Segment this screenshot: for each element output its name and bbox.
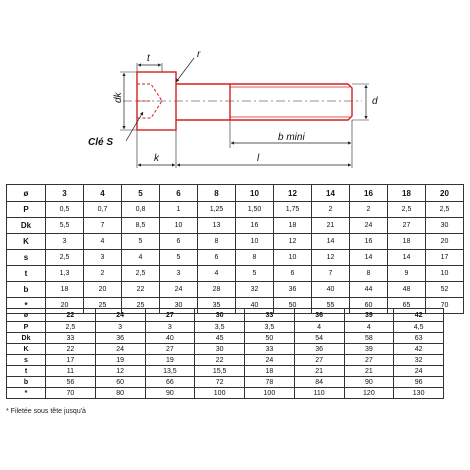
table1-body: [7, 185, 464, 314]
table-cell: 4,5: [394, 322, 444, 333]
table-cell: 55: [312, 298, 350, 314]
table-row: [7, 282, 464, 298]
diameter-header-cell: 14: [312, 185, 350, 202]
table-cell: 1,25: [198, 202, 236, 218]
table-cell: 33: [245, 344, 295, 355]
table-row: [7, 344, 444, 355]
diameter-header-cell: 30: [195, 309, 245, 322]
table-cell: 2,5: [122, 266, 160, 282]
diameter-header-cell: 36: [294, 309, 344, 322]
table-cell: 1,75: [274, 202, 312, 218]
label-key: Clé S: [88, 137, 114, 148]
table-cell: 2,5: [426, 202, 464, 218]
table-cell: 22: [46, 344, 96, 355]
row-label: *: [7, 298, 46, 314]
table-cell: 15,5: [195, 366, 245, 377]
table-cell: 3: [95, 322, 145, 333]
table-cell: 8,5: [122, 218, 160, 234]
diameter-header-cell: 18: [388, 185, 426, 202]
diameter-symbol: ø: [7, 309, 46, 322]
diameter-header-cell: 22: [46, 309, 96, 322]
row-label: Dk: [7, 218, 46, 234]
bolt-shank: [176, 84, 352, 120]
table-cell: 90: [145, 388, 195, 399]
table-cell: 12: [95, 366, 145, 377]
table-cell: 1,3: [46, 266, 84, 282]
table-cell: 130: [394, 388, 444, 399]
diameter-header-cell: 4: [84, 185, 122, 202]
table-cell: 2: [312, 202, 350, 218]
label-dk: dk: [113, 92, 124, 103]
table-cell: 18: [274, 218, 312, 234]
table-cell: 0,7: [84, 202, 122, 218]
table-cell: 1: [160, 202, 198, 218]
table-cell: 3,5: [195, 322, 245, 333]
table-cell: 2,5: [46, 250, 84, 266]
row-label: P: [7, 322, 46, 333]
row-label: P: [7, 202, 46, 218]
table-cell: 50: [245, 333, 295, 344]
table-cell: 12: [274, 234, 312, 250]
table-cell: 70: [426, 298, 464, 314]
table-cell: 0,8: [122, 202, 160, 218]
table-cell: 54: [294, 333, 344, 344]
table-row: [7, 388, 444, 399]
table-cell: 27: [145, 344, 195, 355]
table-cell: 4: [344, 322, 394, 333]
table-cell: 18: [388, 234, 426, 250]
table-cell: 60: [95, 377, 145, 388]
diameter-header-cell: 10: [236, 185, 274, 202]
table-cell: 11: [46, 366, 96, 377]
table-cell: 96: [394, 377, 444, 388]
table-cell: 2: [84, 266, 122, 282]
diameter-header-cell: 42: [394, 309, 444, 322]
table-cell: 30: [195, 344, 245, 355]
table-cell: 8: [198, 234, 236, 250]
table-cell: 100: [195, 388, 245, 399]
leader-r: [176, 58, 194, 82]
table-cell: 14: [388, 250, 426, 266]
row-label: K: [7, 344, 46, 355]
table-cell: 0,5: [46, 202, 84, 218]
table-row: [7, 218, 464, 234]
table-row: [7, 366, 444, 377]
table-cell: 10: [426, 266, 464, 282]
table-cell: 7: [84, 218, 122, 234]
table-cell: 44: [350, 282, 388, 298]
dimension-table-small: [6, 184, 464, 314]
row-label: K: [7, 234, 46, 250]
table-row: [7, 202, 464, 218]
leader-key: [126, 112, 143, 141]
table-cell: 3,5: [245, 322, 295, 333]
table-cell: 10: [160, 218, 198, 234]
table-cell: 7: [312, 266, 350, 282]
table-cell: 5,5: [46, 218, 84, 234]
table-cell: 32: [236, 282, 274, 298]
table-cell: 9: [388, 266, 426, 282]
row-label: Dk: [7, 333, 46, 344]
dimension-lines: [124, 58, 366, 165]
table-cell: 20: [46, 298, 84, 314]
table-cell: 27: [294, 355, 344, 366]
table-cell: 78: [245, 377, 295, 388]
diameter-header-cell: 6: [160, 185, 198, 202]
label-t: t: [147, 53, 150, 64]
table-cell: 3: [84, 250, 122, 266]
table-cell: 3: [145, 322, 195, 333]
table-cell: 27: [344, 355, 394, 366]
table-cell: 13,5: [145, 366, 195, 377]
table-row: [7, 250, 464, 266]
label-bmini: b mini: [278, 132, 305, 143]
footnote: * Filetée sous tête jusqu'à: [6, 408, 86, 415]
table-cell: 19: [95, 355, 145, 366]
diameter-header-cell: 8: [198, 185, 236, 202]
table-row: [7, 377, 444, 388]
row-label: s: [7, 250, 46, 266]
table-cell: 24: [95, 344, 145, 355]
table-cell: 110: [294, 388, 344, 399]
table-cell: 16: [236, 218, 274, 234]
table-cell: 14: [350, 250, 388, 266]
table-cell: 4: [294, 322, 344, 333]
table-cell: 4: [198, 266, 236, 282]
diameter-symbol: ø: [7, 185, 46, 202]
table-cell: 24: [245, 355, 295, 366]
table-cell: 13: [198, 218, 236, 234]
table-cell: 22: [195, 355, 245, 366]
table-cell: 6: [198, 250, 236, 266]
table-cell: 5: [122, 234, 160, 250]
table-cell: 6: [274, 266, 312, 282]
table-cell: 8: [236, 250, 274, 266]
table-cell: 18: [46, 282, 84, 298]
label-d: d: [372, 96, 378, 107]
table-header-row: [7, 309, 444, 322]
table-cell: 36: [95, 333, 145, 344]
table2-body: [7, 309, 444, 399]
label-l: l: [257, 153, 260, 164]
table-cell: 27: [388, 218, 426, 234]
table-cell: 25: [84, 298, 122, 314]
table-cell: 20: [426, 234, 464, 250]
table-cell: 66: [145, 377, 195, 388]
table-cell: 36: [274, 282, 312, 298]
row-label: *: [7, 388, 46, 399]
diameter-header-cell: 12: [274, 185, 312, 202]
table-cell: 1,50: [236, 202, 274, 218]
table-cell: 30: [160, 298, 198, 314]
table-cell: 63: [394, 333, 444, 344]
table-cell: 21: [344, 366, 394, 377]
row-label: t: [7, 266, 46, 282]
table-cell: 48: [388, 282, 426, 298]
table-row: [7, 355, 444, 366]
table-cell: 39: [344, 344, 394, 355]
table-cell: 84: [294, 377, 344, 388]
row-label: b: [7, 282, 46, 298]
table-cell: 20: [84, 282, 122, 298]
table-cell: 24: [350, 218, 388, 234]
table-cell: 60: [350, 298, 388, 314]
table-cell: 40: [312, 282, 350, 298]
row-label: s: [7, 355, 46, 366]
table-cell: 24: [394, 366, 444, 377]
table-row: [7, 322, 444, 333]
table-cell: 40: [145, 333, 195, 344]
diameter-header-cell: 16: [350, 185, 388, 202]
table-cell: 17: [426, 250, 464, 266]
table-cell: 19: [145, 355, 195, 366]
table-cell: 42: [394, 344, 444, 355]
row-label: t: [7, 366, 46, 377]
diameter-header-cell: 33: [245, 309, 295, 322]
table-cell: 4: [122, 250, 160, 266]
table-cell: 100: [245, 388, 295, 399]
table-cell: 2: [350, 202, 388, 218]
table-cell: 56: [46, 377, 96, 388]
table-cell: 40: [236, 298, 274, 314]
table-cell: 12: [312, 250, 350, 266]
table-cell: 24: [160, 282, 198, 298]
table-cell: 21: [312, 218, 350, 234]
bolt-technical-drawing: [0, 0, 470, 180]
table-cell: 3: [46, 234, 84, 250]
table-cell: 3: [160, 266, 198, 282]
label-k: k: [154, 153, 159, 164]
table-cell: 6: [160, 234, 198, 250]
table-cell: 65: [388, 298, 426, 314]
table-cell: 28: [198, 282, 236, 298]
table-cell: 4: [84, 234, 122, 250]
table-cell: 35: [198, 298, 236, 314]
table-cell: 2,5: [388, 202, 426, 218]
table-cell: 10: [274, 250, 312, 266]
table-cell: 21: [294, 366, 344, 377]
label-r: r: [197, 49, 201, 60]
dimension-table-large: [6, 308, 444, 399]
table-row: [7, 333, 444, 344]
table-cell: 80: [95, 388, 145, 399]
table-cell: 33: [46, 333, 96, 344]
table-cell: 2,5: [46, 322, 96, 333]
table-cell: 17: [46, 355, 96, 366]
table-cell: 16: [350, 234, 388, 250]
table-cell: 8: [350, 266, 388, 282]
table-cell: 18: [245, 366, 295, 377]
table-cell: 5: [160, 250, 198, 266]
table-cell: 32: [394, 355, 444, 366]
diameter-header-cell: 5: [122, 185, 160, 202]
table-cell: 50: [274, 298, 312, 314]
diameter-header-cell: 20: [426, 185, 464, 202]
table-cell: 45: [195, 333, 245, 344]
row-label: b: [7, 377, 46, 388]
table-row: [7, 234, 464, 250]
table-cell: 36: [294, 344, 344, 355]
table-cell: 5: [236, 266, 274, 282]
diameter-header-cell: 39: [344, 309, 394, 322]
table-cell: 14: [312, 234, 350, 250]
table-cell: 72: [195, 377, 245, 388]
table-cell: 10: [236, 234, 274, 250]
table-cell: 58: [344, 333, 394, 344]
table-cell: 30: [426, 218, 464, 234]
table-cell: 90: [344, 377, 394, 388]
table-cell: 120: [344, 388, 394, 399]
table-header-row: [7, 185, 464, 202]
table-cell: 70: [46, 388, 96, 399]
table-row: [7, 266, 464, 282]
diameter-header-cell: 27: [145, 309, 195, 322]
table-cell: 25: [122, 298, 160, 314]
table-cell: 22: [122, 282, 160, 298]
diameter-header-cell: 3: [46, 185, 84, 202]
diameter-header-cell: 24: [95, 309, 145, 322]
table-cell: 52: [426, 282, 464, 298]
